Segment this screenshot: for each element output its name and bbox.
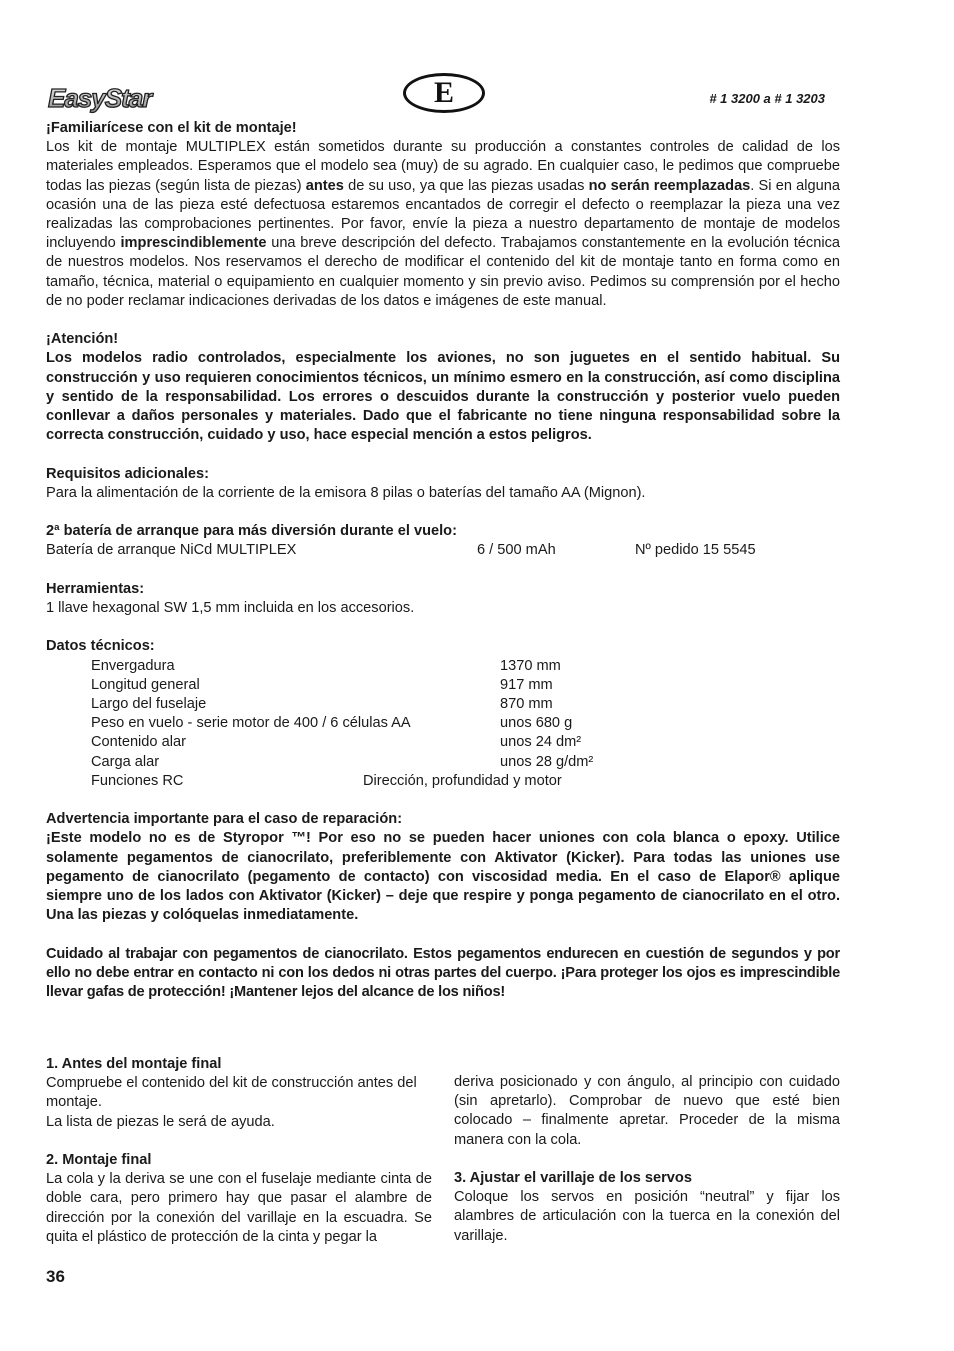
spec-label: Peso en vuelo - serie motor de 400 / 6 células AA <box>91 715 411 732</box>
spec-label: Contenido alar <box>91 734 186 751</box>
spec-value: Dirección, profundidad y motor <box>363 772 562 789</box>
spec-label: Carga alar <box>91 753 160 770</box>
tools-paragraph: 1 llave hexagonal SW 1,5 mm incluida en los accesorios. <box>46 600 415 616</box>
requirements-title: Requisitos adicionales: <box>46 465 210 482</box>
language-badge <box>403 73 485 113</box>
main-text-block <box>46 119 840 1002</box>
step1-note: La lista de piezas le será de ayuda. <box>46 1113 275 1130</box>
left-column <box>46 1055 432 1247</box>
care-paragraph: Cuidado al trabajar con pegamentos de cianocrilato. Estos pegamentos endurecen en cuestión de segundos y por ello no debe entrar en contacto ni con los dedos ni otras partes del cuerpo. ¡Para proteger los ojos es imprescindible llevar gafas de protección! ¡Mantener lejos del alcance de los niños! <box>46 945 840 1000</box>
spec-row <box>46 733 840 752</box>
page-number: 36 <box>46 1267 65 1286</box>
easystar-logo <box>46 80 181 116</box>
battery-title: 2ª batería de arranque para más diversión durante el vuelo: <box>46 523 457 540</box>
battery-order-number: Nº pedido 15 5545 <box>635 542 756 559</box>
battery-row <box>46 541 840 560</box>
step1-paragraph: Compruebe el contenido del kit de construcción antes del montaje. <box>46 1075 417 1111</box>
right-column <box>454 1073 840 1246</box>
specs-table <box>46 657 840 791</box>
spec-row-rc <box>46 772 840 791</box>
step3-paragraph: Coloque los servos en posición “neutral” y fijar los alambres de articulación con la tuerca en la conexión del varillaje. <box>454 1189 840 1244</box>
spec-label: Longitud general <box>91 676 200 693</box>
familiarize-paragraph: Los kit de montaje MULTIPLEX están sometidos durante su producción a constantes controles de calidad de los materiales empleados. Esperamos que el modelo sea (muy) de su agrado. En cualquier caso, le pedimos que compruebe todas las piezas (según lista de piezas) antes de su uso, ya que las piezas usadas no serán reemplazadas. Si en alguna ocasión una de las pieza esté defectuosa estaremos encantados de corregir el defecto o reemplazar la pieza una vez realizadas las comprobaciones pertinentes. Por favor, envíe la pieza a nuestro departamento de montaje de modelos incluyendo imprescindiblemente una breve descripción del defecto. Trabajamos constantemente en la evolución técnica de nuestros modelos. Nos reservamos el derecho de modificar el contenido del kit de montaje tanto en forma como en tamaño, técnica, material o equipamiento en cualquier momento y sin previo aviso. Pedimos su comprensión por el hecho de no poder reclamar indicaciones derivadas de los datos e imágenes de este manual. <box>46 139 840 309</box>
spec-label: Largo del fuselaje <box>91 695 207 712</box>
spec-value: unos 28 g/dm² <box>500 753 594 770</box>
spec-row <box>46 695 840 714</box>
step2-title: 2. Montaje final <box>46 1152 152 1168</box>
battery-spec: 6 / 500 mAh <box>477 542 556 559</box>
battery-name: Batería de arranque NiCd MULTIPLEX <box>46 542 297 559</box>
product-reference: # 1 3200 a # 1 3203 <box>709 91 825 106</box>
spec-value: 1370 mm <box>500 657 561 674</box>
logo-text: EasyStar <box>48 83 152 113</box>
step1-title: 1. Antes del montaje final <box>46 1056 222 1072</box>
requirements-paragraph: Para la alimentación de la corriente de la emisora 8 pilas o baterías del tamaño AA (Mignon). <box>46 484 646 501</box>
familiarize-title: ¡Familiarícese con el kit de montaje! <box>46 120 297 136</box>
spec-label: Envergadura <box>91 657 175 674</box>
attention-title: ¡Atención! <box>46 331 119 348</box>
step3-title: 3. Ajustar el varillaje de los servos <box>454 1170 692 1186</box>
tools-title: Herramientas: <box>46 580 145 597</box>
spec-row <box>46 714 840 733</box>
spec-row <box>46 753 840 772</box>
spec-row <box>46 657 840 676</box>
spec-value: 870 mm <box>500 695 553 712</box>
language-letter: E <box>433 76 454 109</box>
spec-value: 917 mm <box>500 676 553 693</box>
spec-row <box>46 676 840 695</box>
attention-paragraph: Los modelos radio controlados, especialmente los aviones, no son juguetes en el sentido habitual. Su construcción y uso requieren conocimientos técnicos, un mínimo esmero en la construcción, así como disciplina y sentido de la responsabilidad. Los errores o descuidos durante la construcción y posterior vuelo pueden conllevar a daños personales y materiales. Dado que el fabricante no tiene ninguna responsabilidad sobre la correcta construcción, cuidado y uso, hace especial mención a estos peligros. <box>46 350 840 444</box>
spec-value: unos 24 dm² <box>500 734 582 751</box>
step2-continued-paragraph: deriva posicionado y con ángulo, al principio con cuidado (sin apretarlo). Comprobar de nuevo que esté bien colocado – finalmente apretar. Proceder de la misma manera con la cola. <box>454 1074 840 1148</box>
step2-paragraph: La cola y la deriva se une con el fuselaje mediante cinta de doble cara, pero primero hay que pasar el alambre de dirección por la conexión del varillaje en la escuadra. Se quita el plástico de protección de la cinta y pegar la <box>46 1171 432 1245</box>
spec-label: Funciones RC <box>91 772 184 789</box>
repair-title: Advertencia importante para el caso de reparación: <box>46 811 403 828</box>
repair-paragraph: ¡Este modelo no es de Styropor ™! Por eso no se pueden hacer uniones con cola blanca o epoxy. Utilice solamente pegamentos de cianocrilato, preferiblemente con Aktivator (Kicker). Para todas las uniones use pegamento de cianocrilato (pegamento de contacto) con viscosidad media. En el caso de Elapor® aplique siempre uno de los lados con Aktivator (Kicker) – deje que respire y ponga pegamento de cianocrilato en el otro. Una las piezas y colóquelas inmediatamente. <box>46 830 840 924</box>
spec-value: unos 680 g <box>500 715 573 732</box>
specs-title: Datos técnicos: <box>46 638 155 655</box>
